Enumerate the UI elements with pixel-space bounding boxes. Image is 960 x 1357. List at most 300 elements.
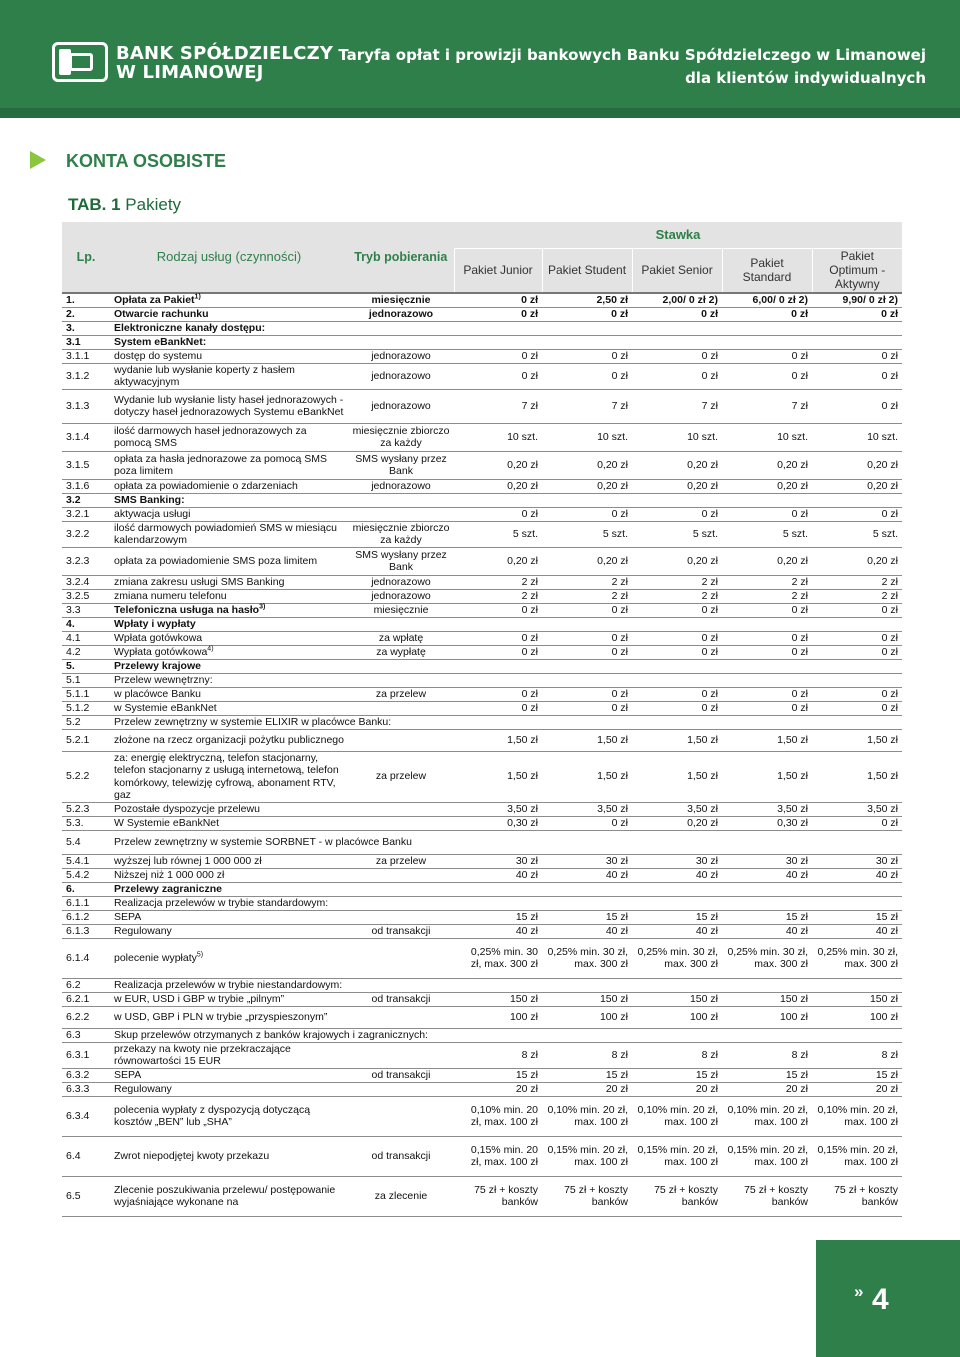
- service-name-text: opłata za powiadomienie o zdarzeniach: [114, 479, 298, 492]
- row-value: 10 szt.: [812, 423, 902, 451]
- row-mode: [348, 1006, 454, 1028]
- table-row: [62, 589, 902, 603]
- row-number: 4.1: [62, 631, 110, 645]
- row-value: 75 zł + koszty banków: [812, 1176, 902, 1216]
- row-value: 0 zł: [454, 507, 542, 521]
- row-mode: za przelew: [348, 854, 454, 868]
- row-service-name: [110, 910, 348, 924]
- row-value: 40 zł: [632, 868, 722, 882]
- row-value: 0,20 zł: [632, 479, 722, 493]
- row-service-name: [110, 924, 348, 938]
- row-value: 7 zł: [454, 389, 542, 423]
- row-value: 15 zł: [632, 910, 722, 924]
- row-number: 5.2: [62, 715, 110, 729]
- table-row: [62, 423, 902, 451]
- row-value: 0 zł: [812, 307, 902, 321]
- service-name-text: za: energię elektryczną, telefon stacjonarny, telefon stacjonarny z usługą internetową, telefon komórkowy, telewizję cyfrową, abonament RTV, gaz: [114, 751, 339, 801]
- row-service-name: [110, 521, 348, 547]
- row-mode: jednorazowo: [348, 589, 454, 603]
- service-name-text: Wpłata gotówkowa: [114, 631, 203, 644]
- row-mode: [348, 868, 454, 882]
- table-row: [62, 1096, 902, 1136]
- row-value: 2 zł: [454, 575, 542, 589]
- row-service-name: [110, 659, 902, 673]
- row-value: 0,20 zł: [812, 451, 902, 479]
- service-name-text: Zwrot niepodjętej kwoty przekazu: [114, 1149, 270, 1162]
- row-mode: jednorazowo: [348, 363, 454, 389]
- table-row: [62, 751, 902, 802]
- row-service-name: [110, 1042, 348, 1068]
- service-name-text: Realizacja przelewów w trybie standardowym:: [114, 896, 329, 909]
- service-name-text: aktywacja usługi: [114, 507, 191, 520]
- service-name-text: Skup przelewów otrzymanych z banków krajowych i zagranicznych:: [114, 1028, 428, 1041]
- row-value: 100 zł: [632, 1006, 722, 1028]
- row-value: 3,50 zł: [632, 802, 722, 816]
- service-name-text: Elektroniczne kanały dostępu:: [114, 321, 266, 334]
- table-row: [62, 854, 902, 868]
- row-number: 6.1.2: [62, 910, 110, 924]
- header-lp: Lp.: [62, 222, 110, 293]
- row-value: 2 zł: [722, 589, 812, 603]
- service-name-text: polecenia wypłaty z dyspozycją dotyczącą kosztów „BEN” lub „SHA”: [114, 1103, 311, 1128]
- service-name-text: przekazy na kwoty nie przekraczające równowartości 15 EUR: [114, 1042, 291, 1067]
- row-mode: [348, 816, 454, 830]
- row-mode: za wpłatę: [348, 631, 454, 645]
- row-value: 40 zł: [722, 868, 812, 882]
- row-value: 2 zł: [812, 589, 902, 603]
- row-mode: miesięcznie: [348, 293, 454, 307]
- table-row: [62, 924, 902, 938]
- section-arrow-icon: [30, 151, 46, 169]
- table-row: [62, 389, 902, 423]
- table-row: [62, 507, 902, 521]
- row-value: 2 zł: [812, 575, 902, 589]
- row-mode: jednorazowo: [348, 389, 454, 423]
- row-value: 8 zł: [722, 1042, 812, 1068]
- row-service-name: [110, 992, 348, 1006]
- row-value: 0 zł: [632, 307, 722, 321]
- footnote-ref: 4): [207, 645, 214, 653]
- service-name-text: Otwarcie rachunku: [114, 307, 209, 320]
- row-service-name: [110, 816, 348, 830]
- row-service-name: [110, 589, 348, 603]
- row-number: 5.1.1: [62, 687, 110, 701]
- row-number: 6.1.1: [62, 896, 110, 910]
- row-value: 0 zł: [632, 701, 722, 715]
- row-value: 0,10% min. 20 zł, max. 100 zł: [454, 1096, 542, 1136]
- row-value: 0,25% min. 30 zł, max. 300 zł: [632, 938, 722, 978]
- row-value: 0 zł: [722, 687, 812, 701]
- row-value: 0 zł: [632, 507, 722, 521]
- row-value: 15 zł: [632, 1068, 722, 1082]
- row-value: 0 zł: [454, 701, 542, 715]
- chevron-icon: »: [854, 1282, 864, 1301]
- table-row: [62, 1006, 902, 1028]
- row-value: 0,15% min. 20 zł, max. 100 zł: [812, 1136, 902, 1176]
- row-value: 0 zł: [812, 816, 902, 830]
- row-value: 75 zł + koszty banków: [454, 1176, 542, 1216]
- row-mode: od transakcji: [348, 992, 454, 1006]
- row-number: 5.1.2: [62, 701, 110, 715]
- row-value: 0 zł: [454, 645, 542, 659]
- row-value: 15 zł: [722, 1068, 812, 1082]
- row-value: 0 zł: [812, 645, 902, 659]
- row-value: 0,15% min. 20 zł, max. 100 zł: [722, 1136, 812, 1176]
- row-value: 150 zł: [632, 992, 722, 1006]
- row-value: 0 zł: [454, 293, 542, 307]
- table-row: [62, 307, 902, 321]
- row-value: 0 zł: [722, 603, 812, 617]
- service-name-text: opłata za powiadomienie SMS poza limitem: [114, 554, 318, 567]
- table-row: [62, 321, 902, 335]
- service-name-text: złożone na rzecz organizacji pożytku publicznego: [114, 733, 344, 746]
- row-value: 0,20 zł: [454, 547, 542, 575]
- row-value: 0 zł: [722, 349, 812, 363]
- row-number: 5.2.2: [62, 751, 110, 802]
- table-title-prefix: TAB. 1: [68, 195, 121, 214]
- row-number: 3.1.2: [62, 363, 110, 389]
- row-value: 1,50 zł: [632, 729, 722, 751]
- row-service-name: [110, 1006, 348, 1028]
- row-mode: [348, 701, 454, 715]
- service-name-text: Opłata za Pakiet: [114, 294, 195, 306]
- row-number: 4.2: [62, 645, 110, 659]
- row-value: 40 zł: [454, 924, 542, 938]
- row-value: 15 zł: [454, 1068, 542, 1082]
- service-name-text: System eBankNet:: [114, 335, 207, 348]
- table-row: [62, 603, 902, 617]
- page-header: [0, 0, 960, 118]
- row-number: 2.: [62, 307, 110, 321]
- row-value: 0,20 zł: [722, 547, 812, 575]
- row-value: 0 zł: [542, 631, 632, 645]
- document-title-line1: Taryfa opłat i prowizji bankowych Banku Spółdzielczego w Limanowej: [338, 46, 926, 64]
- row-number: 6.3.4: [62, 1096, 110, 1136]
- row-value: 5 szt.: [722, 521, 812, 547]
- service-name-text: zmiana zakresu usługi SMS Banking: [114, 575, 285, 588]
- row-value: 8 zł: [454, 1042, 542, 1068]
- row-value: 3,50 zł: [722, 802, 812, 816]
- row-value: 40 zł: [454, 868, 542, 882]
- row-service-name: [110, 673, 902, 687]
- table-row: [62, 715, 902, 729]
- row-mode: [348, 729, 454, 751]
- row-service-name: [110, 715, 902, 729]
- row-value: 0,25% min. 30 zł, max. 300 zł: [722, 938, 812, 978]
- row-mode: za zlecenie: [348, 1176, 454, 1216]
- service-name-text: Regulowany: [114, 1082, 172, 1095]
- row-value: 0,20 zł: [454, 451, 542, 479]
- row-value: 0,30 zł: [722, 816, 812, 830]
- row-value: 20 zł: [454, 1082, 542, 1096]
- row-service-name: [110, 307, 348, 321]
- table-title-name: Pakiety: [120, 195, 182, 214]
- service-name-text: wydanie lub wysłanie koperty z hasłem aktywacyjnym: [114, 363, 295, 388]
- row-value: 0 zł: [722, 701, 812, 715]
- table-row: [62, 910, 902, 924]
- document-title-line2: dla klientów indywidualnych: [685, 69, 926, 87]
- row-value: 0 zł: [454, 349, 542, 363]
- row-value: 7 zł: [632, 389, 722, 423]
- row-number: 3.3: [62, 603, 110, 617]
- row-value: 15 zł: [722, 910, 812, 924]
- service-name-text: ilość darmowych powiadomień SMS w miesiącu kalendarzowym: [114, 521, 337, 546]
- row-value: 1,50 zł: [812, 729, 902, 751]
- row-service-name: [110, 363, 348, 389]
- row-value: 10 szt.: [722, 423, 812, 451]
- row-mode: od transakcji: [348, 1068, 454, 1082]
- table-row: [62, 687, 902, 701]
- row-mode: miesięcznie: [348, 603, 454, 617]
- row-number: 5.4.1: [62, 854, 110, 868]
- row-number: 6.1.4: [62, 938, 110, 978]
- row-service-name: [110, 882, 902, 896]
- service-name-text: SMS Banking:: [114, 493, 185, 506]
- service-name-text: Przelew zewnętrzny w systemie ELIXIR w placówce Banku:: [114, 715, 392, 728]
- row-value: 3,50 zł: [812, 802, 902, 816]
- table-row: [62, 673, 902, 687]
- row-service-name: [110, 1176, 348, 1216]
- service-name-text: polecenie wypłaty: [114, 951, 197, 964]
- service-name-text: Pozostałe dyspozycje przelewu: [114, 802, 260, 815]
- bank-logo-icon: [52, 42, 108, 82]
- row-value: 0,20 zł: [542, 547, 632, 575]
- table-row: [62, 729, 902, 751]
- row-value: 0,10% min. 20 zł, max. 100 zł: [812, 1096, 902, 1136]
- row-value: 15 zł: [812, 1068, 902, 1082]
- row-service-name: [110, 896, 902, 910]
- row-service-name: [110, 321, 902, 335]
- row-value: 0,10% min. 20 zł, max. 100 zł: [722, 1096, 812, 1136]
- row-value: 3,50 zł: [542, 802, 632, 816]
- row-number: 3.2.2: [62, 521, 110, 547]
- row-number: 3.1: [62, 335, 110, 349]
- row-value: 5 szt.: [454, 521, 542, 547]
- row-value: 3,50 zł: [454, 802, 542, 816]
- table-row: [62, 335, 902, 349]
- bank-name: [116, 44, 333, 82]
- table-row: [62, 451, 902, 479]
- row-value: 0,15% min. 20 zł, max. 100 zł: [454, 1136, 542, 1176]
- row-number: 3.: [62, 321, 110, 335]
- row-number: 6.2.2: [62, 1006, 110, 1028]
- table-row: [62, 659, 902, 673]
- table-row: [62, 363, 902, 389]
- row-value: 100 zł: [454, 1006, 542, 1028]
- row-value: 0 zł: [722, 307, 812, 321]
- row-number: 6.: [62, 882, 110, 896]
- row-mode: jednorazowo: [348, 307, 454, 321]
- table-row: [62, 617, 902, 631]
- table-row: [62, 816, 902, 830]
- row-value: 2 zł: [542, 575, 632, 589]
- row-service-name: [110, 687, 348, 701]
- service-name-text: w EUR, USD i GBP w trybie „pilnym”: [114, 992, 285, 1005]
- table-row: [62, 1028, 902, 1042]
- logo-inner: [69, 53, 93, 71]
- row-mode: [348, 910, 454, 924]
- bank-name-line1: BANK SPÓŁDZIELCZY: [116, 43, 334, 64]
- service-name-text: Realizacja przelewów w trybie niestandardowym:: [114, 978, 343, 991]
- row-mode: od transakcji: [348, 1136, 454, 1176]
- row-value: 0,20 zł: [632, 816, 722, 830]
- row-number: 6.3.2: [62, 1068, 110, 1082]
- row-value: 0 zł: [812, 631, 902, 645]
- row-value: 30 zł: [722, 854, 812, 868]
- service-name-text: w placówce Banku: [114, 687, 201, 700]
- row-value: 75 zł + koszty banków: [542, 1176, 632, 1216]
- row-value: 100 zł: [542, 1006, 632, 1028]
- row-value: 0,20 zł: [632, 451, 722, 479]
- service-name-text: w USD, GBP i PLN w trybie „przyspieszonym”: [114, 1010, 328, 1023]
- row-value: 1,50 zł: [454, 729, 542, 751]
- row-service-name: [110, 631, 348, 645]
- row-value: 0,20 zł: [632, 547, 722, 575]
- row-value: 0,20 zł: [722, 479, 812, 493]
- row-value: 150 zł: [542, 992, 632, 1006]
- row-value: 5 szt.: [812, 521, 902, 547]
- table-row: [62, 938, 902, 978]
- service-name-text: wyższej lub równej 1 000 000 zł: [114, 854, 262, 867]
- row-value: 30 zł: [632, 854, 722, 868]
- footnote-ref: 5): [196, 951, 204, 959]
- footnote-ref: 1): [194, 293, 201, 301]
- row-mode: za przelew: [348, 687, 454, 701]
- row-value: 0 zł: [812, 701, 902, 715]
- service-name-text: Telefoniczna usługa na hasło: [114, 603, 260, 616]
- row-service-name: [110, 493, 902, 507]
- row-value: 2 zł: [722, 575, 812, 589]
- row-service-name: [110, 507, 348, 521]
- row-mode: [348, 938, 454, 978]
- row-value: 0,15% min. 20 zł, max. 100 zł: [632, 1136, 722, 1176]
- row-service-name: [110, 389, 348, 423]
- table-title: [68, 195, 181, 215]
- row-value: 0 zł: [632, 603, 722, 617]
- row-value: 0 zł: [542, 307, 632, 321]
- row-value: 0 zł: [542, 816, 632, 830]
- row-value: 0 zł: [722, 631, 812, 645]
- row-mode: jednorazowo: [348, 479, 454, 493]
- row-value: 2,50 zł: [542, 293, 632, 307]
- row-value: 9,90/ 0 zł 2): [812, 293, 902, 307]
- header-mode: Tryb pobierania: [348, 222, 454, 293]
- row-number: 5.2.1: [62, 729, 110, 751]
- row-value: 0 zł: [542, 645, 632, 659]
- row-value: 150 zł: [812, 992, 902, 1006]
- row-number: 5.4.2: [62, 868, 110, 882]
- row-value: 0,20 zł: [542, 451, 632, 479]
- row-value: 2 zł: [542, 589, 632, 603]
- row-value: 1,50 zł: [632, 751, 722, 802]
- table-row: [62, 1136, 902, 1176]
- row-number: 3.1.4: [62, 423, 110, 451]
- row-value: 2 zł: [632, 575, 722, 589]
- row-value: 20 zł: [812, 1082, 902, 1096]
- row-value: 5 szt.: [632, 521, 722, 547]
- row-value: 1,50 zł: [542, 751, 632, 802]
- row-value: 40 zł: [812, 868, 902, 882]
- table-row: [62, 493, 902, 507]
- service-name-text: zmiana numeru telefonu: [114, 589, 227, 602]
- page-number-box: [816, 1240, 960, 1357]
- row-value: 0 zł: [722, 645, 812, 659]
- row-value: 0 zł: [542, 507, 632, 521]
- row-mode: SMS wysłany przez Bank: [348, 547, 454, 575]
- header-package-standard: Pakiet Standard: [722, 248, 812, 293]
- table-row: [62, 645, 902, 659]
- header-package-senior: Pakiet Senior: [632, 248, 722, 293]
- row-value: 30 zł: [454, 854, 542, 868]
- row-value: 0 zł: [542, 349, 632, 363]
- row-value: 0,15% min. 20 zł, max. 100 zł: [542, 1136, 632, 1176]
- row-mode: [348, 507, 454, 521]
- row-value: 0 zł: [632, 687, 722, 701]
- row-value: 6,00/ 0 zł 2): [722, 293, 812, 307]
- row-value: 40 zł: [542, 924, 632, 938]
- row-value: 0 zł: [542, 687, 632, 701]
- row-value: 1,50 zł: [542, 729, 632, 751]
- service-name-text: Wydanie lub wysłanie listy haseł jednorazowych - dotyczy haseł jednorazowych Systemu eBankNet: [114, 393, 344, 418]
- table-row: [62, 802, 902, 816]
- row-service-name: [110, 978, 902, 992]
- row-value: 10 szt.: [542, 423, 632, 451]
- header-service: Rodzaj usług (czynności): [110, 222, 348, 293]
- row-value: 2 zł: [454, 589, 542, 603]
- row-service-name: [110, 854, 348, 868]
- row-value: 1,50 zł: [722, 729, 812, 751]
- fee-table-body: [62, 293, 902, 1216]
- row-number: 3.2.4: [62, 575, 110, 589]
- table-row: [62, 547, 902, 575]
- row-service-name: [110, 423, 348, 451]
- row-value: 0 zł: [812, 687, 902, 701]
- row-value: 15 zł: [454, 910, 542, 924]
- row-value: 0 zł: [632, 631, 722, 645]
- service-name-text: Niższej niż 1 000 000 zł: [114, 868, 225, 881]
- row-value: 1,50 zł: [722, 751, 812, 802]
- row-value: 0,20 zł: [542, 479, 632, 493]
- row-number: 3.1.5: [62, 451, 110, 479]
- row-value: 0 zł: [542, 363, 632, 389]
- service-name-text: Przelew wewnętrzny:: [114, 673, 213, 686]
- row-mode: miesięcznie zbiorczo za każdy: [348, 423, 454, 451]
- row-service-name: [110, 349, 348, 363]
- row-mode: SMS wysłany przez Bank: [348, 451, 454, 479]
- row-service-name: [110, 751, 348, 802]
- row-number: 3.1.6: [62, 479, 110, 493]
- row-service-name: [110, 451, 348, 479]
- row-number: 3.2.1: [62, 507, 110, 521]
- row-mode: [348, 1096, 454, 1136]
- table-row: [62, 830, 902, 854]
- service-name-text: Regulowany: [114, 924, 172, 937]
- row-number: 6.3: [62, 1028, 110, 1042]
- row-service-name: [110, 575, 348, 589]
- row-value: 0,20 zł: [812, 479, 902, 493]
- page-number: 4: [872, 1283, 889, 1316]
- row-value: 10 szt.: [632, 423, 722, 451]
- row-mode: [348, 1042, 454, 1068]
- bank-name-line2: W LIMANOWEJ: [116, 62, 264, 83]
- row-number: 5.1: [62, 673, 110, 687]
- row-value: 0 zł: [632, 349, 722, 363]
- row-service-name: [110, 603, 348, 617]
- row-number: 6.2: [62, 978, 110, 992]
- table-row: [62, 868, 902, 882]
- table-row: [62, 479, 902, 493]
- row-value: 20 zł: [542, 1082, 632, 1096]
